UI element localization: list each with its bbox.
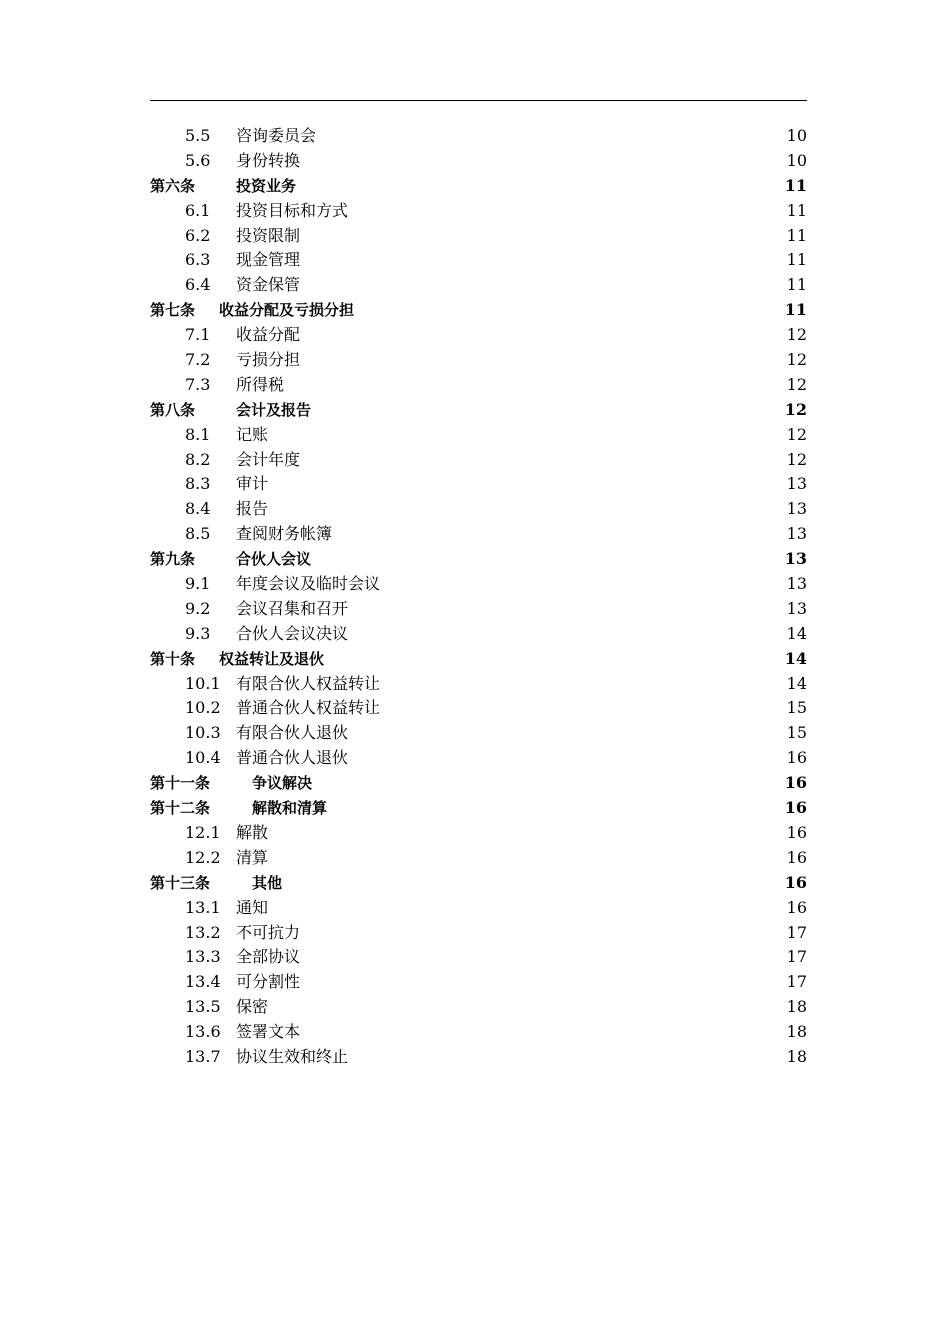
toc-entry-number: 12.2 [185, 847, 221, 867]
toc-entry-title: 报告 [236, 499, 269, 519]
toc-entry-page-number: 11 [784, 300, 807, 320]
toc-entry-page-number: 12 [786, 374, 807, 394]
toc-entry-page-number: 10 [786, 150, 807, 170]
toc-section-entry[interactable] [150, 248, 807, 273]
toc-section-entry[interactable] [150, 970, 807, 995]
toc-entry-page-number: 13 [786, 524, 807, 544]
toc-section-entry[interactable] [150, 672, 807, 697]
toc-entry-title: 年度会议及临时会议 [236, 574, 381, 594]
toc-entry-title: 保密 [236, 997, 269, 1017]
toc-entry-title: 普通合伙人退伙 [236, 748, 349, 768]
toc-entry-number: 7.2 [185, 350, 211, 370]
toc-entry-page-number: 11 [786, 250, 807, 270]
toc-entry-page-number: 18 [786, 1046, 807, 1066]
toc-section-entry[interactable] [150, 622, 807, 647]
toc-chapter-entry[interactable] [150, 174, 807, 199]
toc-entry-title: 合伙人会议决议 [236, 623, 349, 643]
toc-chapter-entry[interactable] [150, 298, 807, 323]
toc-chapter-entry[interactable] [150, 547, 807, 572]
toc-entry-page-number: 15 [786, 723, 807, 743]
toc-entry-number: 10.1 [185, 673, 221, 693]
toc-entry-page-number: 11 [786, 200, 807, 220]
toc-entry-number: 第十一条 [150, 774, 211, 793]
toc-entry-title: 身份转换 [236, 150, 301, 170]
toc-entry-title: 所得税 [236, 374, 285, 394]
toc-section-entry[interactable] [150, 323, 807, 348]
toc-entry-page-number: 13 [786, 499, 807, 519]
toc-entry-number: 13.3 [185, 947, 221, 967]
toc-entry-number: 6.3 [185, 250, 211, 270]
toc-entry-number: 10.2 [185, 698, 221, 718]
toc-entry-number: 6.2 [185, 225, 211, 245]
toc-entry-page-number: 17 [786, 972, 807, 992]
toc-entry-number: 9.1 [185, 574, 211, 594]
toc-entry-title: 亏损分担 [236, 350, 301, 370]
toc-section-entry[interactable] [150, 846, 807, 871]
toc-section-entry[interactable] [150, 273, 807, 298]
toc-section-entry[interactable] [150, 1045, 807, 1070]
toc-entry-number: 9.3 [185, 623, 211, 643]
toc-entry-page-number: 16 [786, 847, 807, 867]
toc-entry-number: 10.4 [185, 748, 221, 768]
toc-entry-page-number: 14 [784, 648, 807, 668]
toc-entry-title: 查阅财务帐簿 [236, 524, 333, 544]
toc-entry-title: 全部协议 [236, 947, 301, 967]
toc-entry-title: 签署文本 [236, 1022, 301, 1042]
toc-entry-page-number: 16 [786, 897, 807, 917]
toc-section-entry[interactable] [150, 149, 807, 174]
toc-entry-title: 会计及报告 [236, 400, 312, 419]
toc-entry-title: 不可抗力 [236, 922, 301, 942]
toc-entry-page-number: 16 [786, 748, 807, 768]
toc-entry-number: 8.1 [185, 424, 211, 444]
toc-entry-title: 投资业务 [236, 176, 297, 195]
toc-entry-number: 13.4 [185, 972, 221, 992]
toc-entry-title: 其他 [252, 873, 283, 892]
toc-entry-number: 12.1 [185, 822, 221, 842]
toc-entry-page-number: 16 [784, 872, 807, 892]
toc-section-entry[interactable] [150, 921, 807, 946]
toc-chapter-entry[interactable] [150, 647, 807, 672]
toc-entry-page-number: 14 [786, 623, 807, 643]
toc-entry-page-number: 14 [786, 673, 807, 693]
toc-entry-page-number: 16 [784, 773, 807, 793]
toc-entry-number: 13.6 [185, 1022, 221, 1042]
toc-entry-page-number: 11 [786, 275, 807, 295]
toc-entry-title: 合伙人会议 [236, 550, 312, 569]
toc-entry-title: 争议解决 [252, 774, 313, 793]
toc-entry-title: 普通合伙人权益转让 [236, 698, 381, 718]
toc-entry-title: 会议召集和召开 [236, 598, 349, 618]
toc-entry-title: 资金保管 [236, 275, 301, 295]
toc-section-entry[interactable] [150, 1020, 807, 1045]
toc-entry-page-number: 16 [786, 822, 807, 842]
toc-entry-page-number: 12 [784, 399, 807, 419]
toc-chapter-entry[interactable] [150, 771, 807, 796]
toc-entry-number: 6.4 [185, 275, 211, 295]
toc-entry-number: 第十三条 [150, 873, 211, 892]
toc-chapter-entry[interactable] [150, 871, 807, 896]
toc-entry-number: 13.1 [185, 897, 221, 917]
toc-section-entry[interactable] [150, 124, 807, 149]
toc-entry-number: 13.5 [185, 997, 221, 1017]
toc-section-entry[interactable] [150, 423, 807, 448]
toc-entry-page-number: 17 [786, 922, 807, 942]
toc-entry-page-number: 12 [786, 449, 807, 469]
toc-entry-number: 9.2 [185, 598, 211, 618]
toc-section-entry[interactable] [150, 348, 807, 373]
toc-section-entry[interactable] [150, 522, 807, 547]
toc-entry-page-number: 18 [786, 997, 807, 1017]
toc-entry-page-number: 13 [784, 549, 807, 569]
toc-entry-page-number: 16 [784, 798, 807, 818]
toc-entry-page-number: 12 [786, 325, 807, 345]
toc-section-entry[interactable] [150, 896, 807, 921]
toc-entry-title: 投资目标和方式 [236, 200, 349, 220]
toc-section-entry[interactable] [150, 945, 807, 970]
toc-entry-page-number: 13 [786, 474, 807, 494]
toc-section-entry[interactable] [150, 572, 807, 597]
toc-entry-number: 第七条 [150, 301, 196, 320]
toc-section-entry[interactable] [150, 497, 807, 522]
toc-entry-title: 咨询委员会 [236, 126, 317, 145]
toc-section-entry[interactable] [150, 821, 807, 846]
toc-entry-number: 第十条 [150, 649, 196, 668]
toc-section-entry[interactable] [150, 448, 807, 473]
toc-entry-number: 13.2 [185, 922, 221, 942]
table-of-contents [150, 124, 807, 1070]
toc-entry-number: 第六条 [150, 176, 196, 195]
toc-entry-number: 第八条 [150, 400, 196, 419]
toc-entry-number: 6.1 [185, 200, 211, 220]
toc-entry-title: 记账 [236, 424, 269, 444]
toc-entry-number: 5.6 [185, 150, 211, 170]
toc-entry-title: 现金管理 [236, 250, 301, 270]
toc-section-entry[interactable] [150, 696, 807, 721]
toc-entry-title: 通知 [236, 897, 269, 917]
toc-entry-title: 有限合伙人权益转让 [236, 673, 381, 693]
toc-entry-title: 解散和清算 [252, 799, 328, 818]
toc-entry-page-number: 11 [784, 175, 807, 195]
toc-entry-page-number: 18 [786, 1022, 807, 1042]
toc-entry-page-number: 11 [786, 225, 807, 245]
toc-entry-page-number: 15 [786, 698, 807, 718]
toc-entry-page-number: 10 [786, 126, 807, 145]
toc-entry-page-number: 12 [786, 350, 807, 370]
toc-section-entry[interactable] [150, 746, 807, 771]
toc-section-entry[interactable] [150, 995, 807, 1020]
toc-section-entry[interactable] [150, 721, 807, 746]
toc-section-entry[interactable] [150, 199, 807, 224]
toc-entry-title: 协议生效和终止 [236, 1046, 349, 1066]
toc-entry-title: 收益分配 [236, 325, 301, 345]
toc-entry-title: 清算 [236, 847, 269, 867]
toc-entry-page-number: 17 [786, 947, 807, 967]
toc-chapter-entry[interactable] [150, 398, 807, 423]
toc-entry-number: 8.3 [185, 474, 211, 494]
toc-entry-number: 8.5 [185, 524, 211, 544]
toc-section-entry[interactable] [150, 597, 807, 622]
toc-entry-title: 可分割性 [236, 972, 301, 992]
toc-entry-number: 7.3 [185, 374, 211, 394]
toc-entry-title: 权益转让及退伙 [219, 649, 325, 668]
toc-entry-title: 审计 [236, 474, 269, 494]
toc-entry-page-number: 13 [786, 598, 807, 618]
toc-entry-title: 解散 [236, 822, 269, 842]
toc-chapter-entry[interactable] [150, 796, 807, 821]
header-rule [150, 100, 807, 101]
toc-entry-number: 8.2 [185, 449, 211, 469]
toc-entry-number: 第九条 [150, 550, 196, 569]
toc-entry-number: 13.7 [185, 1046, 221, 1066]
toc-section-entry[interactable] [150, 373, 807, 398]
toc-entry-title: 收益分配及亏损分担 [219, 301, 355, 320]
toc-entry-number: 第十二条 [150, 799, 211, 818]
toc-section-entry[interactable] [150, 224, 807, 249]
toc-entry-number: 8.4 [185, 499, 211, 519]
toc-entry-number: 7.1 [185, 325, 211, 345]
toc-entry-title: 会计年度 [236, 449, 301, 469]
toc-entry-number: 5.5 [185, 126, 211, 145]
toc-entry-title: 投资限制 [236, 225, 301, 245]
toc-entry-number: 10.3 [185, 723, 221, 743]
toc-section-entry[interactable] [150, 472, 807, 497]
toc-entry-page-number: 13 [786, 574, 807, 594]
toc-entry-page-number: 12 [786, 424, 807, 444]
toc-entry-title: 有限合伙人退伙 [236, 723, 349, 743]
